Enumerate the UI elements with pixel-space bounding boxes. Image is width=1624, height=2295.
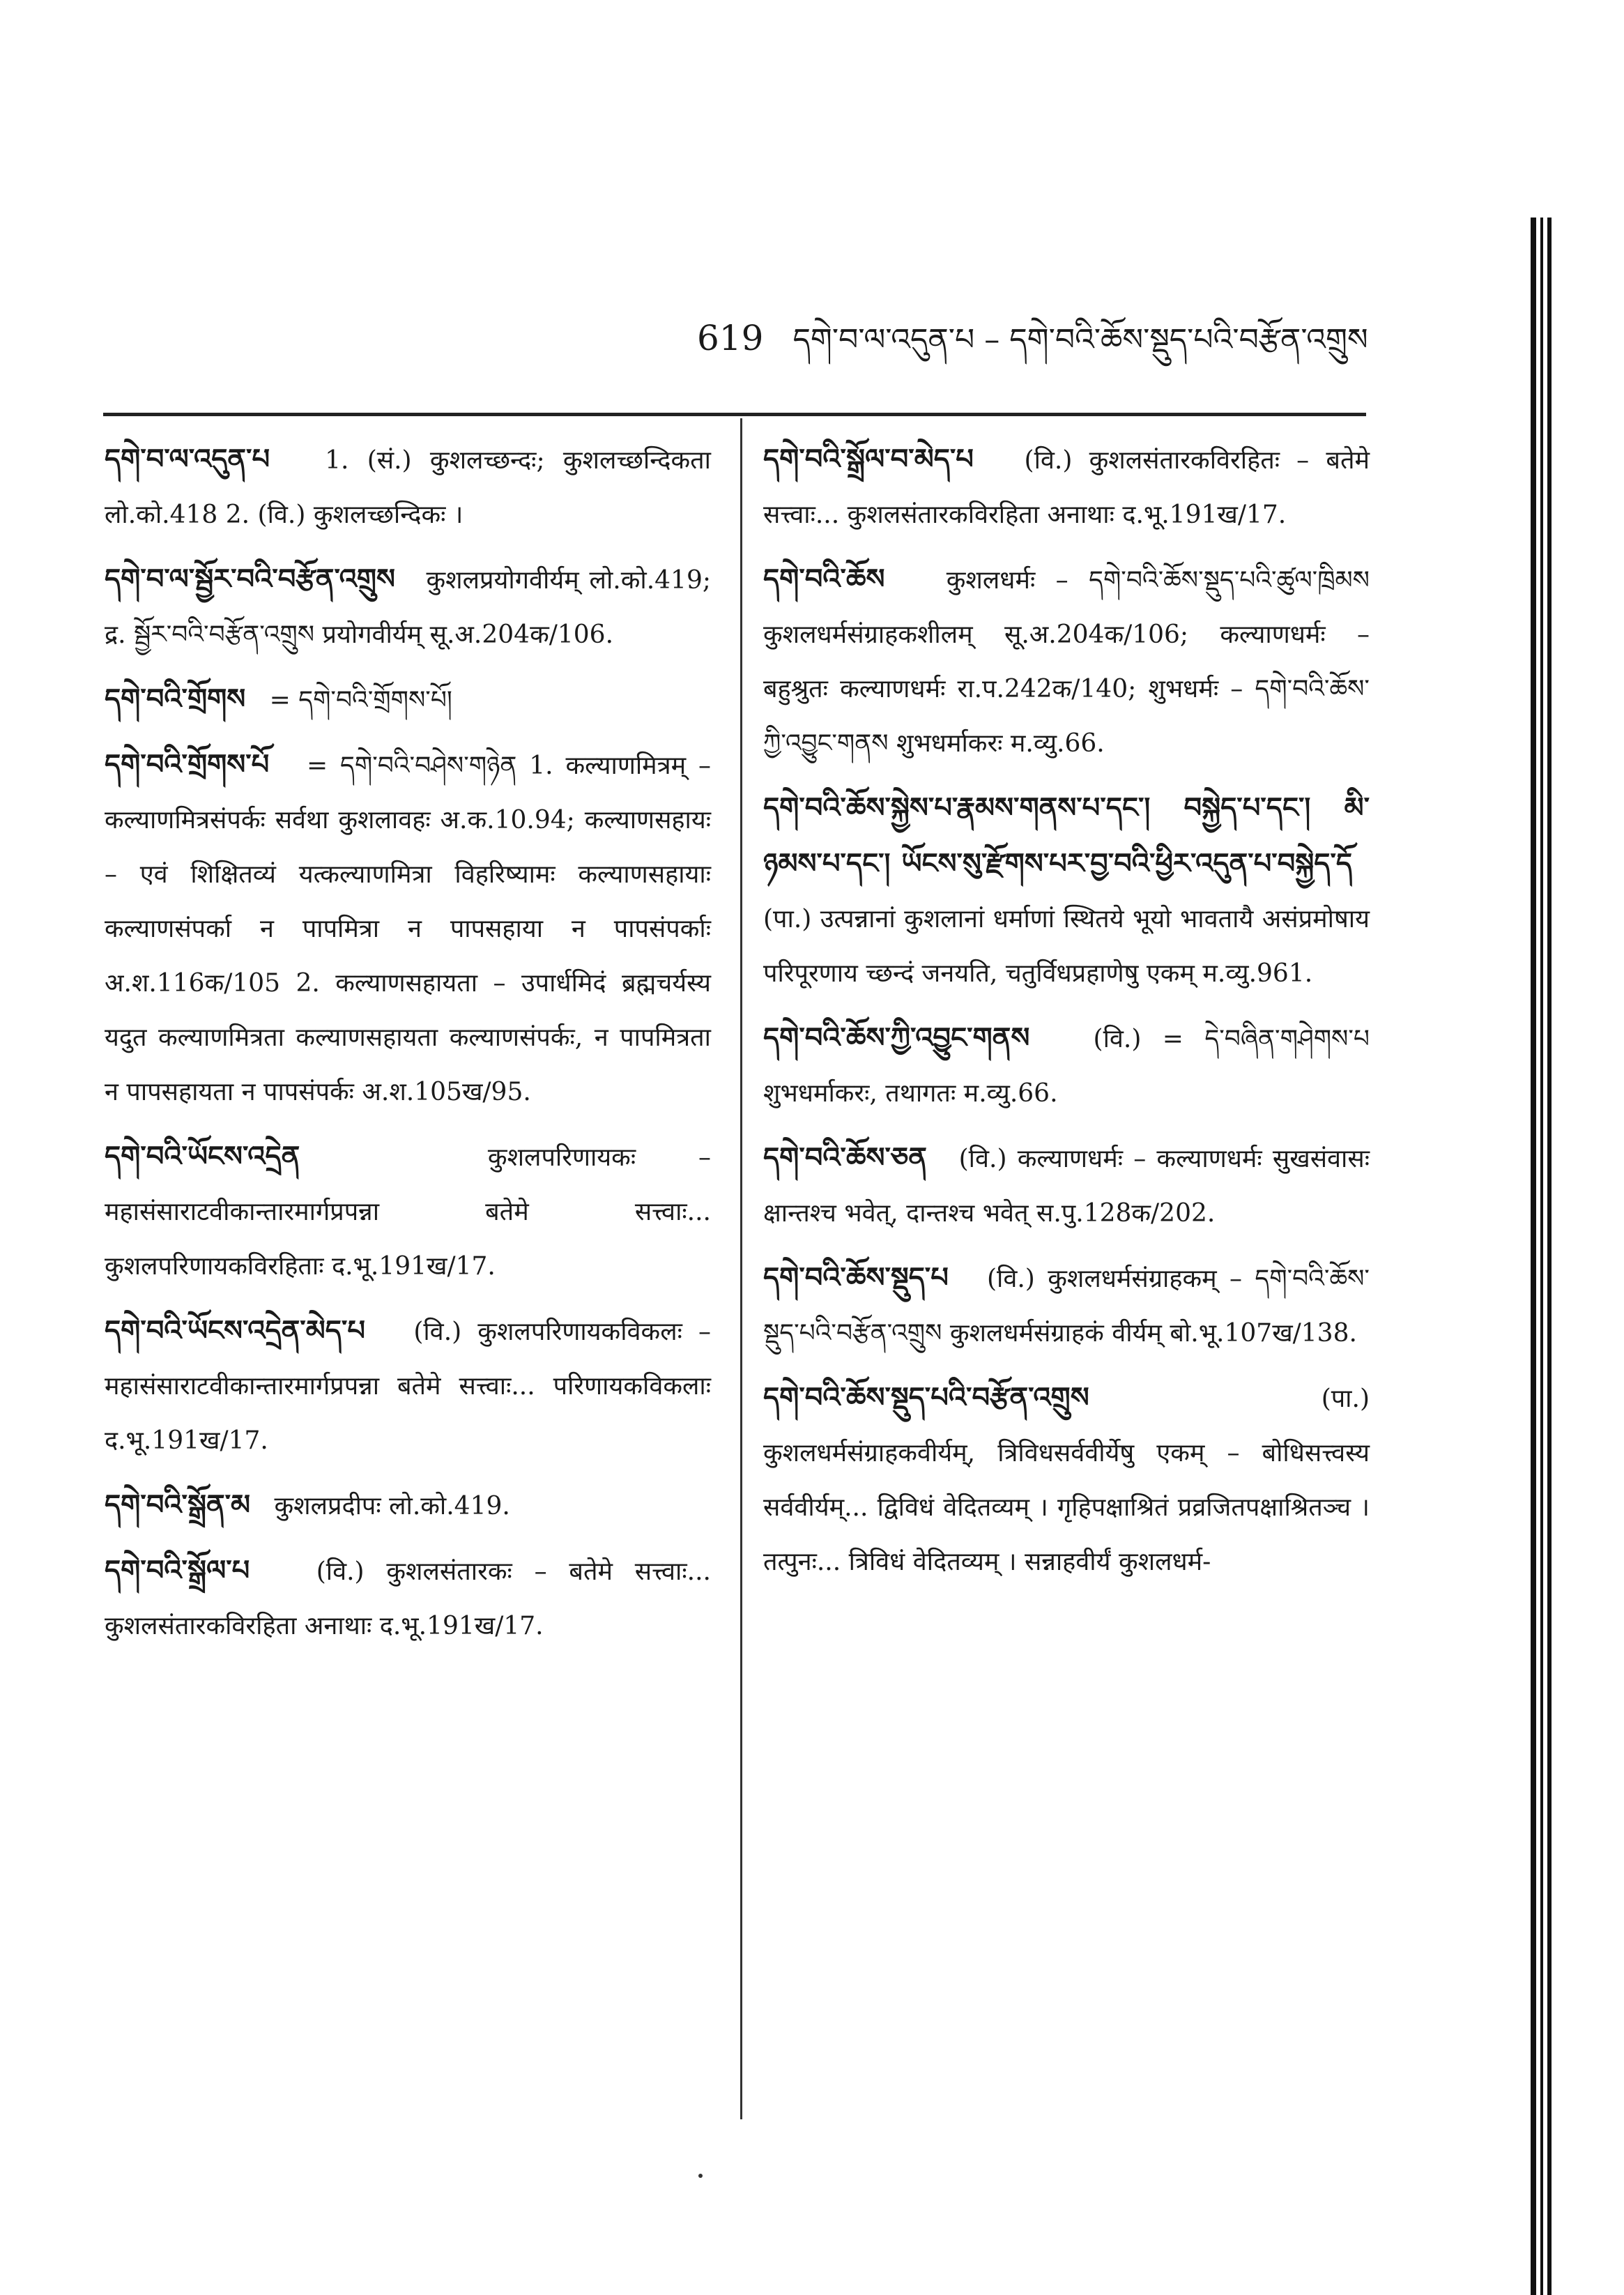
definition: (पा.) उत्पन्नानां कुशलानां धर्माणां स्थितये भूयो भावतायै असंप्रमोषाय परिपूरणाय च्छन्दं जनयति, चतुर्विधप्रहाणेषु एकम् म.व्यु.961. (763, 905, 1370, 988)
dictionary-entry (105, 1129, 711, 1294)
headword: དགེ་བ་ལ་འདུན་པ (105, 443, 270, 475)
dictionary-entry (763, 1251, 1370, 1361)
header-rule (103, 413, 1366, 416)
page-number: 619 (697, 318, 764, 358)
headword: དགེ་བ་ལ་སྦྱོར་བའི་བརྩོན་འགྲུས (105, 563, 396, 595)
running-head (697, 314, 1394, 363)
headword: དགེ་བའི་ཡོངས་འདྲེན (105, 1140, 300, 1173)
stray-mark (698, 2174, 703, 2178)
headword: དགེ་བའི་ཆོས་ཅན (763, 1141, 927, 1174)
page-edge-bar (1540, 218, 1543, 2295)
page-edge-bar (1547, 218, 1552, 2295)
definition: (वि.) कुशलसंतारकः – बतेमे सत्त्वाः... कुशलसंतारकविरहिता अनाथाः द.भू.191ख/17. (105, 1557, 711, 1640)
dictionary-entry (105, 672, 711, 728)
definition: 1. (सं.) कुशलच्छन्दः; कुशलच्छन्दिकता लो.को.418 2. (वि.) कुशलच्छन्दिकः । (105, 446, 711, 529)
headword: དགེ་བའི་གྲོགས་པོ (105, 748, 270, 781)
definition: = དགེ་བའི་བཤེས་གཉེན 1. कल्याणमित्रम् – कल्याणमित्रसंपर्कः सर्वथा कुशलावहः अ.क.10.94; कल्याणसहायः – एवं शिक्षितव्यं यत्कल्याणमित्रा विहरिष्यामः कल्याणसहायाः कल्याणसंपर्का न पापमित्रा न पापसहाया न पापसंपर्काः अ.श.116क/105 2. कल्याणसहायता – उपार्धमिदं ब्रह्मचर्यस्य यदुत कल्याणमित्रता कल्याणसहायता कल्याणसंपर्कः, न पापमित्रता न पापसहायता न पापसंपर्कः अ.श.105ख/95. (105, 752, 711, 1106)
dictionary-entry (105, 1478, 711, 1534)
definition: (वि.) कल्याणधर्मः – कल्याणधर्मः सुखसंवासः क्षान्तश्च भवेत्, दान्तश्च भवेत् स.पु.128क/202. (763, 1145, 1370, 1228)
dictionary-entry (763, 432, 1370, 542)
headword: དགེ་བའི་ཆོས་སྐྱེས་པ་རྣམས་གནས་པ་དང་། བསྐྱེད་པ་དང་། མི་ཉམས་པ་དང་། ཡོངས་སུ་རྫོགས་པར་བྱ་བའི་ཕྱིར་འདུན་པ་བསྐྱེད་དོ (763, 791, 1370, 880)
definition: = དགེ་བའི་གྲོགས་པོ། (269, 686, 452, 715)
column-divider (740, 418, 742, 2119)
definition: (वि.) कुशलधर्मसंग्राहकम् – དགེ་བའི་ཆོས་སྡུད་པའི་བརྩོན་འགྲུས कुशलधर्मसंग्राहकं वीर्यम् बो.भू.107ख/138. (763, 1265, 1370, 1348)
headword: དགེ་བའི་ཆོས་སྡུད་པའི་བརྩོན་འགྲུས (763, 1381, 1089, 1414)
headword: དགེ་བའི་ཆོས་ཀྱི་འབྱུང་གནས (763, 1021, 1030, 1054)
dictionary-entry (763, 1131, 1370, 1241)
dictionary-entry (763, 1011, 1370, 1121)
definition: कुशलपरिणायकः – महासंसाराटवीकान्तारमार्गप्रपन्ना बतेमे सत्त्वाः... कुशलपरिणायकविरहिताः द.भू.191ख/17. (105, 1143, 711, 1281)
definition: (वि.) कुशलसंतारकविरहितः – बतेमे सत्त्वाः... कुशलसंतारकविरहिता अनाथाः द.भू.191ख/17. (763, 446, 1370, 529)
headword: དགེ་བའི་ཡོངས་འདྲེན་མེད་པ (105, 1314, 365, 1347)
headword: དགེ་བའི་སྒྲོལ་བ་མེད་པ (763, 443, 974, 475)
definition: कुशलप्रदीपः लो.को.419. (274, 1492, 510, 1520)
dictionary-entry (763, 552, 1370, 771)
definition: कुशलप्रयोगवीर्यम् लो.को.419; द्र. སྦྱོར་བའི་བརྩོན་འགྲུས प्रयोगवीर्यम् सू.अ.204क/106. (105, 566, 711, 649)
definition: (पा.) कुशलधर्मसंग्राहकवीर्यम्, त्रिविधसर्ववीर्येषु एकम् – बोधिसत्त्वस्य सर्ववीर्यम्... द्विविधं वेदितव्यम् । गृहिपक्षाश्रितं प्रव्रजितपक्षाश्रितञ्च । तत्पुनः... त्रिविधं वेदितव्यम् । सन्नाहवीर्यं कुशलधर्म- (763, 1385, 1370, 1576)
right-column (763, 432, 1370, 1599)
definition: (वि.) कुशलपरिणायकविकलः – महासंसाराटवीकान्तारमार्गप्रपन्ना बतेमे सत्त्वाः... परिणायकविकलाः द.भू.191ख/17. (105, 1318, 711, 1455)
dictionary-entry (105, 432, 711, 542)
dictionary-entry (105, 738, 711, 1120)
headword: དགེ་བའི་སྒྲོལ་པ (105, 1554, 250, 1587)
dictionary-entry (105, 552, 711, 662)
headword: དགེ་བའི་གྲོགས (105, 683, 246, 715)
left-column (105, 432, 711, 1663)
dictionary-entry (105, 1543, 711, 1654)
definition: कुशलधर्मः – དགེ་བའི་ཆོས་སྡུད་པའི་ཚུལ་ཁྲིམས कुशलधर्मसंग्राहकशीलम् सू.अ.204क/106; कल्याणधर्मः – बहुश्रुतः कल्याणधर्मः रा.प.242क/140; शुभधर्मः – དགེ་བའི་ཆོས་ཀྱི་འབྱུང་གནས शुभधर्माकरः म.व्यु.66. (763, 566, 1370, 758)
headword: དགེ་བའི་སྒྲོན་མ (105, 1488, 251, 1521)
header-range: དགེ་བ་ལ་འདུན་པ – དགེ་བའི་ཆོས་སྡུད་པའི་བརྩོན་འགྲུས (792, 322, 1368, 358)
dictionary-entry (763, 1371, 1370, 1589)
dictionary-entry (763, 781, 1370, 1001)
headword: དགེ་བའི་ཆོས་སྡུད་པ (763, 1261, 949, 1294)
page-edge-bar (1531, 218, 1536, 2295)
dictionary-entry (105, 1304, 711, 1468)
headword: དགེ་བའི་ཆོས (763, 563, 885, 595)
definition: (वि.) = དེ་བཞིན་གཤེགས་པ शुभधर्माकरः, तथागतः म.व्यु.66. (763, 1025, 1370, 1108)
